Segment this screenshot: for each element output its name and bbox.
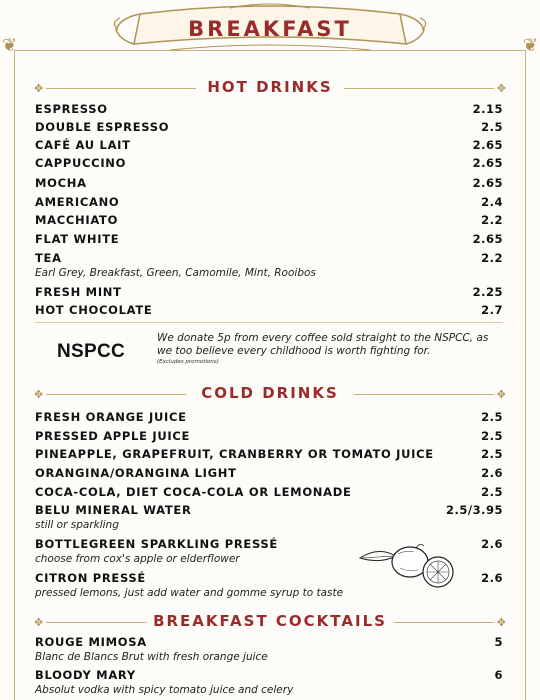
item-price: 6 bbox=[494, 668, 503, 682]
nspcc-logo: NSPCC bbox=[57, 341, 126, 362]
lemon-illustration-icon bbox=[358, 540, 468, 590]
ornament-icon: ✥ bbox=[496, 389, 506, 401]
cold-drinks-header bbox=[34, 384, 506, 406]
item-name: ROUGE MIMOSA bbox=[35, 635, 147, 649]
item-name: PRESSED APPLE JUICE bbox=[35, 429, 191, 443]
item-price: 2.2 bbox=[481, 213, 503, 227]
item-name: PINEAPPLE, GRAPEFRUIT, CRANBERRY OR TOMATO JUICE bbox=[35, 447, 434, 461]
item-price: 2.6 bbox=[481, 571, 503, 585]
left-flourish-icon: ❦ bbox=[2, 35, 18, 55]
hot-drinks-header bbox=[34, 78, 506, 100]
item-description: choose from cox's apple or elderflower bbox=[35, 553, 240, 565]
menu-item bbox=[35, 503, 503, 532]
item-price: 2.5 bbox=[481, 485, 503, 499]
item-price: 2.6 bbox=[481, 537, 503, 551]
menu-item bbox=[35, 195, 503, 209]
divider bbox=[394, 622, 494, 623]
menu-item bbox=[35, 176, 503, 190]
item-description: Absolut vodka with spicy tomato juice and celery bbox=[35, 684, 294, 696]
item-description: Earl Grey, Breakfast, Green, Camomile, Mint, Rooibos bbox=[35, 267, 316, 279]
menu-item bbox=[35, 285, 503, 299]
frame-right-border bbox=[525, 50, 526, 700]
item-price: 2.4 bbox=[481, 195, 503, 209]
menu-item bbox=[35, 303, 503, 317]
item-name: ORANGINA/ORANGINA LIGHT bbox=[35, 466, 237, 480]
menu-item bbox=[35, 232, 503, 246]
breakfast-cocktails-header bbox=[34, 612, 506, 634]
menu-title: BREAKFAST bbox=[188, 17, 352, 41]
ornament-icon: ✥ bbox=[496, 617, 506, 629]
item-name: TEA bbox=[35, 251, 62, 265]
menu-item bbox=[35, 251, 503, 280]
item-price: 2.65 bbox=[472, 138, 503, 152]
item-price: 2.6 bbox=[481, 466, 503, 480]
ornament-icon: ✥ bbox=[34, 389, 44, 401]
item-price: 2.5 bbox=[481, 120, 503, 134]
item-price: 2.25 bbox=[472, 285, 503, 299]
item-name: FRESH ORANGE JUICE bbox=[35, 410, 187, 424]
section-title: COLD DRINKS bbox=[201, 384, 339, 402]
item-price: 2.65 bbox=[472, 232, 503, 246]
item-price: 2.65 bbox=[472, 156, 503, 170]
section-title: HOT DRINKS bbox=[207, 78, 333, 96]
item-price: 5 bbox=[494, 635, 503, 649]
section-title: BREAKFAST COCKTAILS bbox=[153, 612, 387, 630]
item-name: DOUBLE ESPRESSO bbox=[35, 120, 170, 134]
item-name: COCA-COLA, DIET COCA-COLA OR LEMONADE bbox=[35, 485, 352, 499]
menu-item bbox=[35, 447, 503, 461]
item-name: MACCHIATO bbox=[35, 213, 119, 227]
item-description: still or sparkling bbox=[35, 519, 119, 531]
ornament-icon: ✥ bbox=[496, 83, 506, 95]
menu-item bbox=[35, 410, 503, 424]
item-price: 2.2 bbox=[481, 251, 503, 265]
title-banner bbox=[110, 0, 430, 58]
item-name: CAPPUCCINO bbox=[35, 156, 127, 170]
menu-item bbox=[35, 138, 503, 152]
nspcc-message: We donate 5p from every coffee sold straight to the NSPCC, as we too believe every childhood is worth fighting for. bbox=[157, 332, 489, 357]
right-flourish-icon: ❦ bbox=[522, 35, 538, 55]
menu-item bbox=[35, 213, 503, 227]
item-description: Blanc de Blancs Brut with fresh orange juice bbox=[35, 651, 268, 663]
item-name: BOTTLEGREEN SPARKLING PRESSÉ bbox=[35, 537, 278, 551]
item-name: FLAT WHITE bbox=[35, 232, 120, 246]
item-price: 2.15 bbox=[472, 102, 503, 116]
menu-item bbox=[35, 668, 503, 697]
item-price: 2.5 bbox=[481, 447, 503, 461]
item-name: BELU MINERAL WATER bbox=[35, 503, 192, 517]
menu-item bbox=[35, 466, 503, 480]
item-price: 2.7 bbox=[481, 303, 503, 317]
menu-item bbox=[35, 635, 503, 664]
divider bbox=[35, 322, 503, 323]
menu-item bbox=[35, 485, 503, 499]
item-price: 2.5/3.95 bbox=[446, 503, 503, 517]
item-name: AMERICANO bbox=[35, 195, 120, 209]
item-price: 2.5 bbox=[481, 429, 503, 443]
item-name: HOT CHOCOLATE bbox=[35, 303, 153, 317]
item-price: 2.5 bbox=[481, 410, 503, 424]
item-name: CAFÉ AU LAIT bbox=[35, 138, 131, 152]
ornament-icon: ✥ bbox=[34, 617, 44, 629]
ornament-icon: ✥ bbox=[34, 83, 44, 95]
item-name: MOCHA bbox=[35, 176, 87, 190]
item-name: FRESH MINT bbox=[35, 285, 122, 299]
item-name: ESPRESSO bbox=[35, 102, 108, 116]
item-name: BLOODY MARY bbox=[35, 668, 136, 682]
item-description: pressed lemons, just add water and gomme syrup to taste bbox=[35, 587, 344, 599]
nspcc-text bbox=[157, 332, 503, 365]
nspcc-note: (Excludes promotions) bbox=[157, 359, 219, 365]
menu-item bbox=[35, 102, 503, 116]
divider bbox=[344, 88, 494, 89]
menu-item bbox=[35, 429, 503, 443]
item-name: CITRON PRESSÉ bbox=[35, 571, 146, 585]
frame-left-border bbox=[14, 50, 15, 700]
menu-item bbox=[35, 156, 503, 170]
divider bbox=[354, 394, 494, 395]
nspcc-notice bbox=[35, 326, 503, 376]
menu-item bbox=[35, 120, 503, 134]
item-price: 2.65 bbox=[472, 176, 503, 190]
